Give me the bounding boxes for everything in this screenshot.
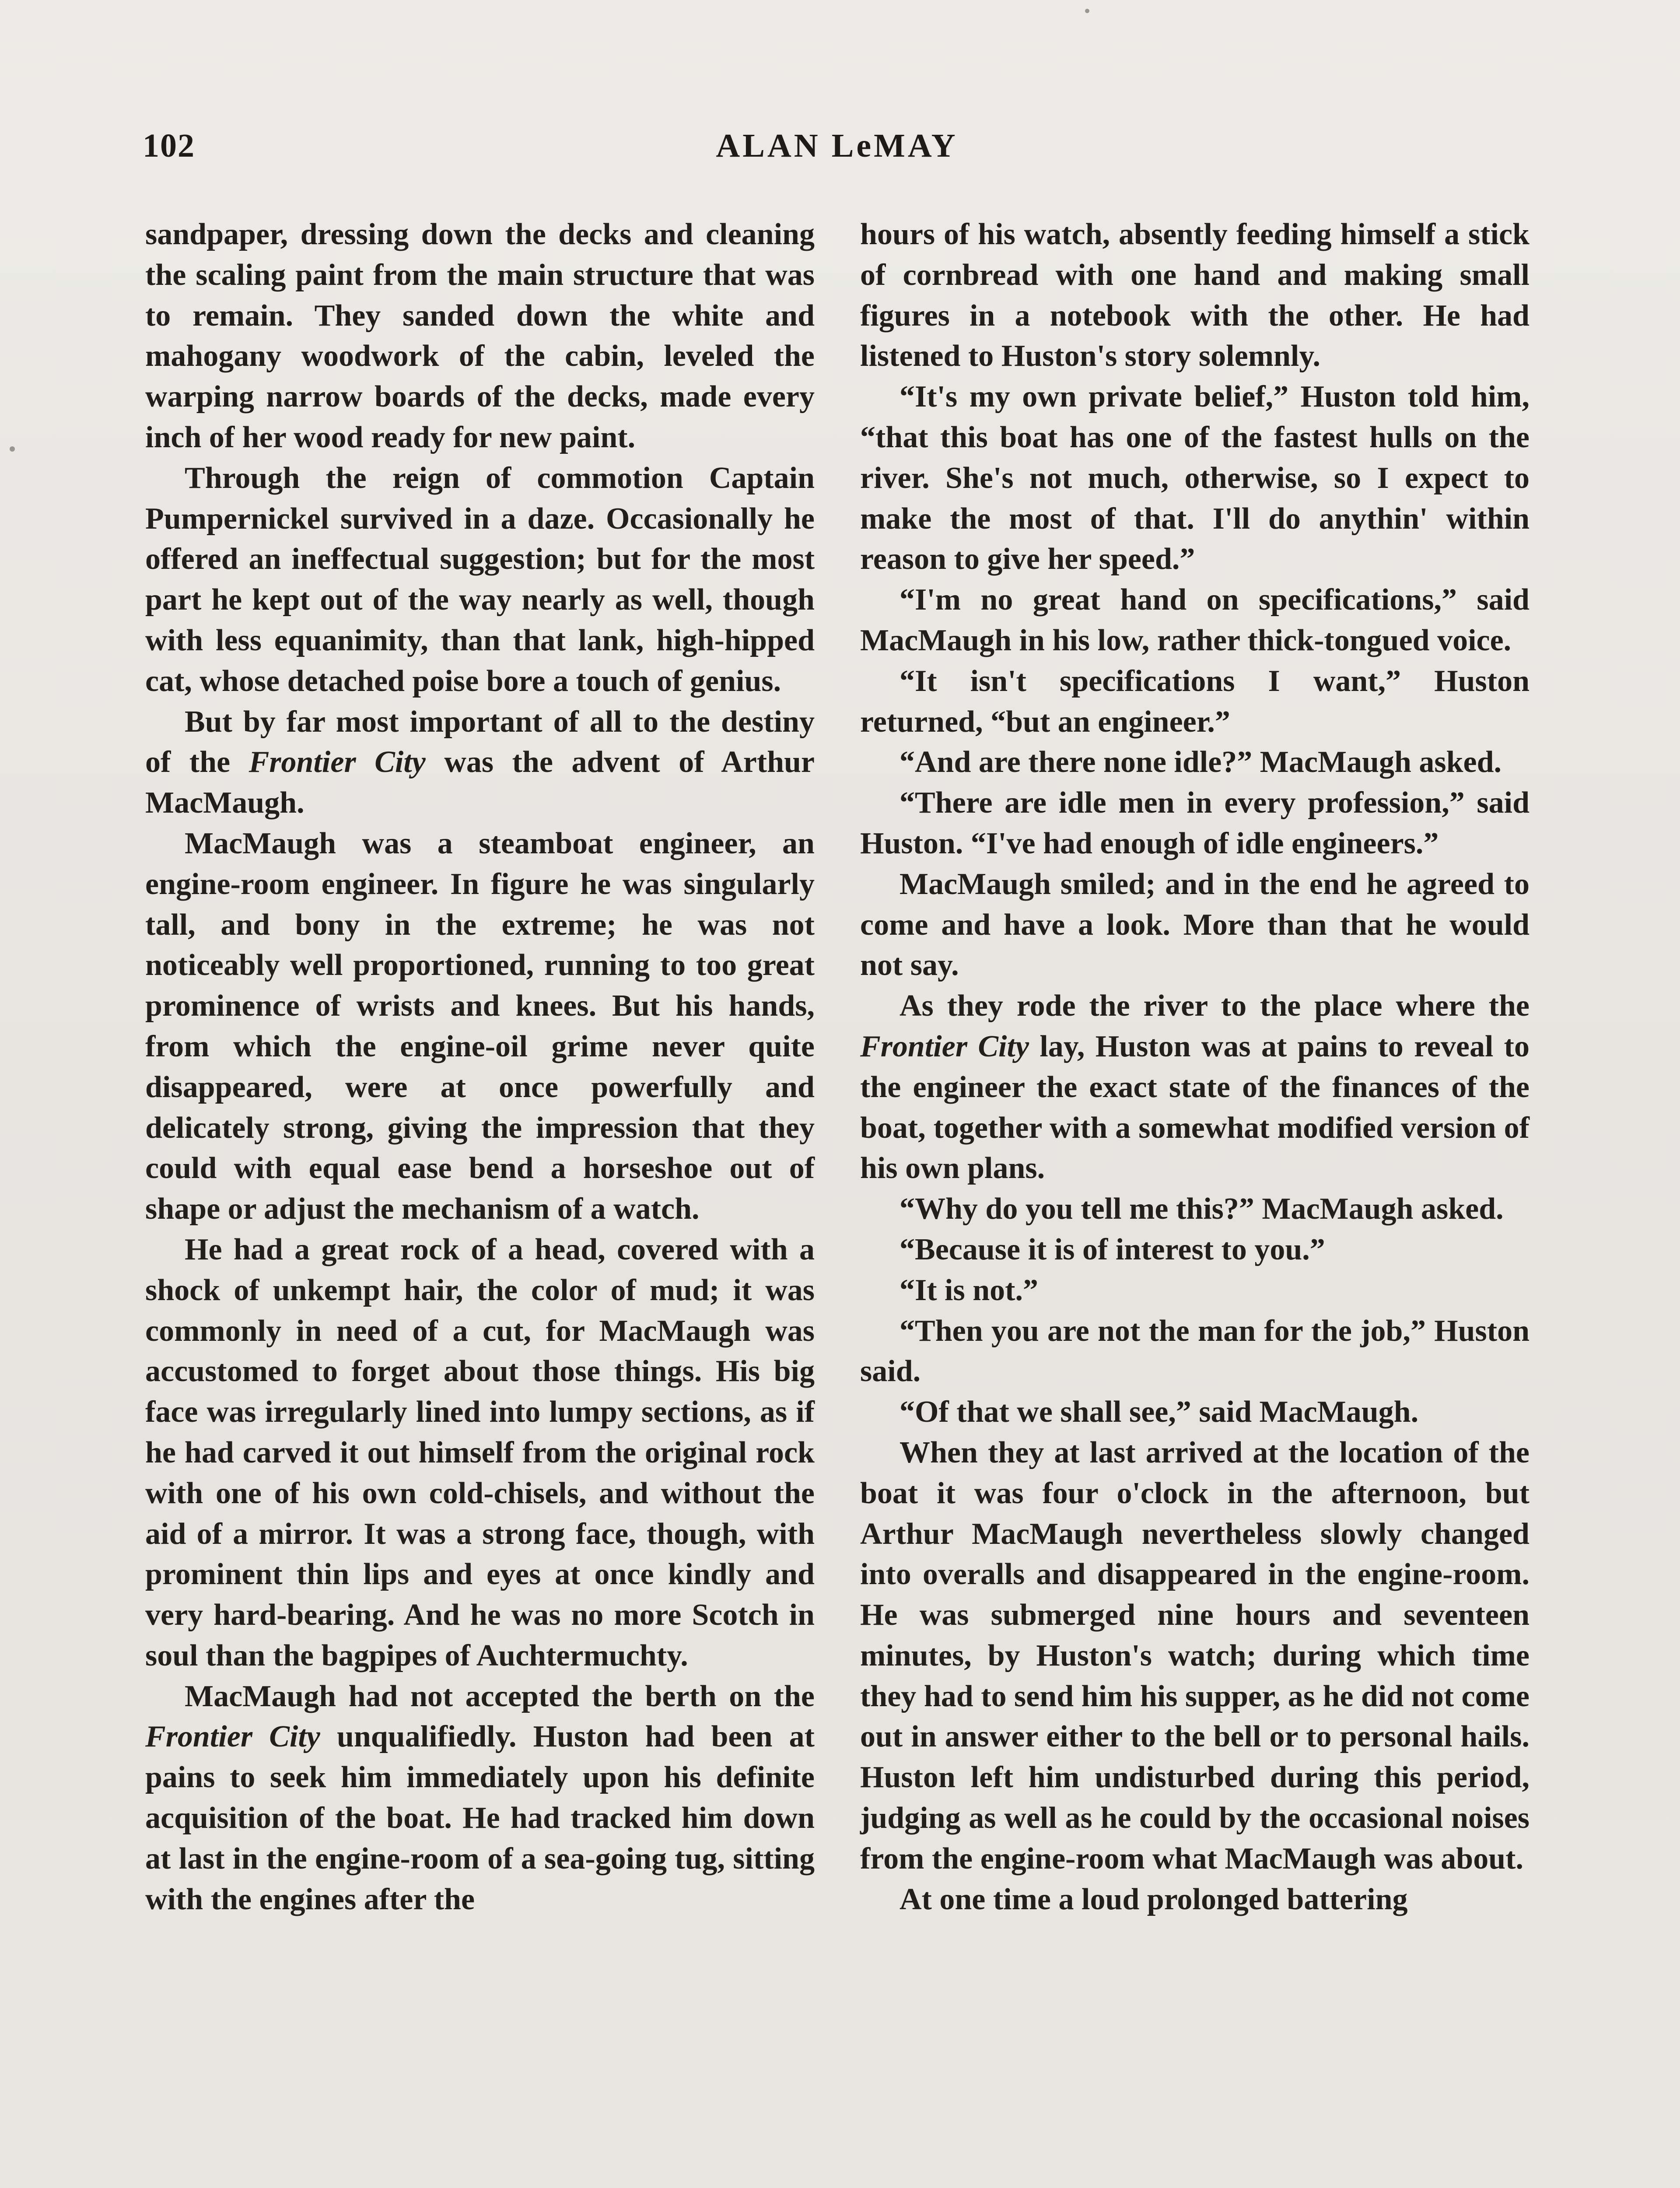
paragraph-text: But by far most important of all to the destiny of the xyxy=(145,705,815,779)
paragraph: Through the reign of commotion Captain Pumpernickel survived in a daze. Occasionally he offered an ineffectual suggestion; but for the most part he kept out of the way nearly as well, though with less equanimity, than that lank, high-hipped cat, whose detached poise bore a touch of genius. xyxy=(145,461,815,698)
paragraph: “I'm no great hand on specifications,” said MacMaugh in his low, rather thick-tongued voice. xyxy=(860,583,1530,657)
paragraph: hours of his watch, absently feeding himself a stick of cornbread with one hand and making small figures in a notebook with the other. He had listened to Huston's story solemnly. xyxy=(860,217,1530,373)
paragraph: “Then you are not the man for the job,” Huston said. xyxy=(860,1314,1530,1389)
paragraph: “It is not.” xyxy=(900,1273,1038,1307)
paragraph-text: was the advent of Arthur MacMaugh. xyxy=(145,745,815,820)
paragraph: “There are idle men in every profession,” said Huston. “I've had enough of idle engineers.” xyxy=(860,786,1530,860)
paper-speck xyxy=(10,446,15,452)
right-column xyxy=(860,214,1530,1920)
paragraph: MacMaugh was a steamboat engineer, an engine-room engineer. In figure he was singularly tall, and bony in the extreme; he was not noticeably well proportioned, running to too great prominence of wrists and knees. But his hands, from which the engine-oil grime never quite disappeared, were at once powerfully and delicately strong, giving the impression that they could with equal ease bend a horseshoe out of shape or adjust the mechanism of a watch. xyxy=(145,826,815,1226)
paragraph: MacMaugh smiled; and in the end he agreed to come and have a look. More than that he would not say. xyxy=(860,867,1530,982)
paragraph: “It isn't specifications I want,” Huston returned, “but an engineer.” xyxy=(860,664,1530,739)
paragraph xyxy=(860,986,1530,1189)
paragraph: “Because it is of interest to you.” xyxy=(900,1232,1325,1266)
italic-title: Frontier City xyxy=(860,1029,1029,1063)
paragraph-text: MacMaugh had not accepted the berth on the xyxy=(185,1679,815,1713)
italic-title: Frontier City xyxy=(145,1720,320,1754)
paragraph xyxy=(145,702,815,824)
paragraph: sandpaper, dressing down the decks and cleaning the scaling paint from the main structure that was to remain. They sanded down the white and mahogany woodwork of the cabin, leveled the warping narrow boards of the decks, made every inch of her wood ready for new paint. xyxy=(145,217,815,454)
left-column xyxy=(145,214,815,1920)
paragraph: “Why do you tell me this?” MacMaugh asked. xyxy=(900,1192,1504,1226)
paragraph: He had a great rock of a head, covered with a shock of unkempt hair, the color of mud; it was commonly in need of a cut, for MacMaugh was accustomed to forget about those things. His big face was irregularly lined into lumpy sections, as if he had carved it out himself from the original rock with one of his own cold-chisels, and without the aid of a mirror. It was a strong face, though, with prominent thin lips and eyes at once kindly and very hard-bearing. And he was no more Scotch in soul than the bagpipes of Auchtermuchty. xyxy=(145,1232,815,1673)
paragraph: “It's my own private belief,” Huston told him, “that this boat has one of the fastest hulls on the river. She's not much, otherwise, so I expect to make the most of that. I'll do anythin' within reason to give her speed.” xyxy=(860,380,1530,576)
paragraph-text: lay, Huston was at pains to reveal to the engineer the exact state of the finances of the boat, together with a somewhat modified version of his own plans. xyxy=(860,1029,1530,1185)
paragraph xyxy=(145,1676,815,1920)
paragraph: At one time a loud prolonged battering xyxy=(900,1882,1408,1916)
paper-speck xyxy=(1085,9,1089,13)
paragraph: When they at last arrived at the location of the boat it was four o'clock in the afternoon, but Arthur MacMaugh nevertheless slowly changed into overalls and disappeared in the engine-room. He was submerged nine hours and seventeen minutes, by Huston's watch; during which time they had to send him his supper, as he did not come out in answer either to the bell or to personal hails. Huston left him undisturbed during this period, judging as well as he could by the occasional noises from the engine-room what MacMaugh was about. xyxy=(860,1435,1530,1876)
paragraph: “Of that we shall see,” said MacMaugh. xyxy=(900,1395,1419,1429)
paragraph: “And are there none idle?” MacMaugh asked. xyxy=(900,745,1502,779)
page-number: 102 xyxy=(143,127,195,164)
page-header xyxy=(143,127,1531,179)
running-head: ALAN LeMAY xyxy=(716,127,958,164)
italic-title: Frontier City xyxy=(248,745,426,779)
paragraph-text: unqualifiedly. Huston had been at pains to seek him immediately upon his definite acquisition of the boat. He had tracked him down at last in the engine-room of a sea-going tug, sitting with the engines after the xyxy=(145,1720,815,1916)
paragraph-text: As they rode the river to the place where the xyxy=(900,989,1530,1023)
